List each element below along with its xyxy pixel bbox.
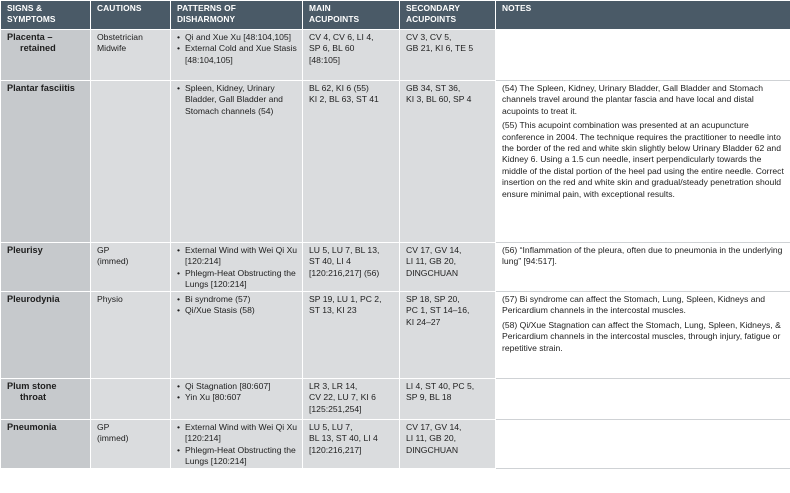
table-row xyxy=(1,420,790,469)
note-paragraph: (55) This acupoint combination was presented at an acupuncture conference in 2004. The technique requires the practitioner to needle into the border of the red and white skin slightly below Urinary Bladder 62 and Kidney 6. Using a 1.5 cun needle, insert perpendicularly towards the middle of the distal portion of the heel pad using the entire needle. Correct insertion on the red and white skin and gradual/steady penetration should ensure minimal pain, with exceptional results. xyxy=(502,120,784,199)
header-row xyxy=(1,1,790,30)
header-notes: NOTES xyxy=(496,1,790,30)
cautions-cell: GP (immed) xyxy=(91,420,171,469)
pattern-item: • External Wind with Wei Qi Xu [120:214] xyxy=(177,245,299,268)
main-acupoints-cell: BL 62, KI 6 (55) KI 2, BL 63, ST 41 xyxy=(303,81,400,243)
cautions-cell xyxy=(91,379,171,420)
main-acupoints-cell: LU 5, LU 7, BL 13, ST 40, LI 4 [120:216,217] (56) xyxy=(303,243,400,292)
pattern-item: • Bi syndrome (57) xyxy=(177,294,299,305)
note-paragraph: (58) Qi/Xue Stagnation can affect the Stomach, Lung, Spleen, Kidneys, & Pericardium channels in the intercostal muscles, through injury, fatigue or repetitive strain. xyxy=(502,319,781,353)
pattern-item: • Qi and Xue Xu [48:104,105] xyxy=(177,32,299,43)
pattern-item: • Phlegm-Heat Obstructing the Lungs [120:214] xyxy=(177,268,299,291)
pattern-item: • External Wind with Wei Qi Xu [120:214] xyxy=(177,422,299,445)
cautions-cell: Obstetrician Midwife xyxy=(91,30,171,81)
pattern-item: • Yin Xu [80:607 xyxy=(177,392,299,403)
header-patterns: PATTERNS OF DISHARMONY xyxy=(171,1,303,30)
patterns-cell xyxy=(171,379,303,420)
cautions-cell: GP (immed) xyxy=(91,243,171,292)
secondary-acupoints-cell: CV 3, CV 5, GB 21, KI 6, TE 5 xyxy=(400,30,496,81)
pattern-item: • Qi/Xue Stasis (58) xyxy=(177,305,299,316)
notes-cell xyxy=(496,30,790,81)
patterns-cell xyxy=(171,243,303,292)
main-acupoints-cell: SP 19, LU 1, PC 2, ST 13, KI 23 xyxy=(303,292,400,379)
pattern-item: • Qi Stagnation [80:607] xyxy=(177,381,299,392)
header-secondary-acupoints: SECONDARY ACUPOINTS xyxy=(400,1,496,30)
table-row xyxy=(1,243,790,292)
secondary-acupoints-cell: LI 4, ST 40, PC 5, SP 9, BL 18 xyxy=(400,379,496,420)
table-row xyxy=(1,30,790,81)
notes-cell xyxy=(496,243,790,292)
main-acupoints-cell: LU 5, LU 7, BL 13, ST 40, LI 4 [120:216,217] xyxy=(303,420,400,469)
pattern-item: • Phlegm-Heat Obstructing the Lungs [120:214] xyxy=(177,445,299,468)
main-acupoints-cell: CV 4, CV 6, LI 4, SP 6, BL 60 [48:105] xyxy=(303,30,400,81)
pattern-item: • Spleen, Kidney, Urinary Bladder, Gall Bladder and Stomach channels (54) xyxy=(177,83,299,117)
secondary-acupoints-cell: SP 18, SP 20, PC 1, ST 14–16, KI 24–27 xyxy=(400,292,496,379)
notes-cell xyxy=(496,420,790,469)
header-main-acupoints: MAIN ACUPOINTS xyxy=(303,1,400,30)
patterns-cell xyxy=(171,420,303,469)
cautions-cell: Physio xyxy=(91,292,171,379)
table-row xyxy=(1,81,790,243)
header-signs: SIGNS & SYMPTOMS xyxy=(1,1,91,30)
sign-cell: Plum stone throat xyxy=(1,379,91,420)
note-paragraph: (57) Bi syndrome can affect the Stomach, Lung, Spleen, Kidneys and Pericardium channels in the intercostal muscles. xyxy=(502,294,766,316)
sign-cell: Placenta – retained xyxy=(1,30,91,81)
table-row xyxy=(1,379,790,420)
header-cautions: CAUTIONS xyxy=(91,1,171,30)
secondary-acupoints-cell: GB 34, ST 36, KI 3, BL 60, SP 4 xyxy=(400,81,496,243)
sign-cell: Pleurisy xyxy=(1,243,91,292)
note-paragraph: (54) The Spleen, Kidney, Urinary Bladder, Gall Bladder and Stomach channels travel around the plantar fascia and have local and distal acupoints to treat it. xyxy=(502,83,763,116)
notes-cell xyxy=(496,292,790,379)
notes-cell xyxy=(496,379,790,420)
patterns-cell xyxy=(171,30,303,81)
main-acupoints-cell: LR 3, LR 14, CV 22, LU 7, KI 6 [125:251,254] xyxy=(303,379,400,420)
sign-cell: Plantar fasciitis xyxy=(1,81,91,243)
sign-cell: Pneumonia xyxy=(1,420,91,469)
sign-cell: Pleurodynia xyxy=(1,292,91,379)
secondary-acupoints-cell: CV 17, GV 14, LI 11, GB 20, DINGCHUAN xyxy=(400,420,496,469)
note-paragraph: (56) “Inflammation of the pleura, often due to pneumonia in the underlying lung” [94:517]. xyxy=(502,245,783,267)
cautions-cell xyxy=(91,81,171,243)
patterns-cell xyxy=(171,292,303,379)
patterns-cell xyxy=(171,81,303,243)
notes-cell xyxy=(496,81,790,243)
pattern-item: • External Cold and Xue Stasis [48:104,105] xyxy=(177,43,299,66)
table-row xyxy=(1,292,790,379)
secondary-acupoints-cell: CV 17, GV 14, LI 11, GB 20, DINGCHUAN xyxy=(400,243,496,292)
